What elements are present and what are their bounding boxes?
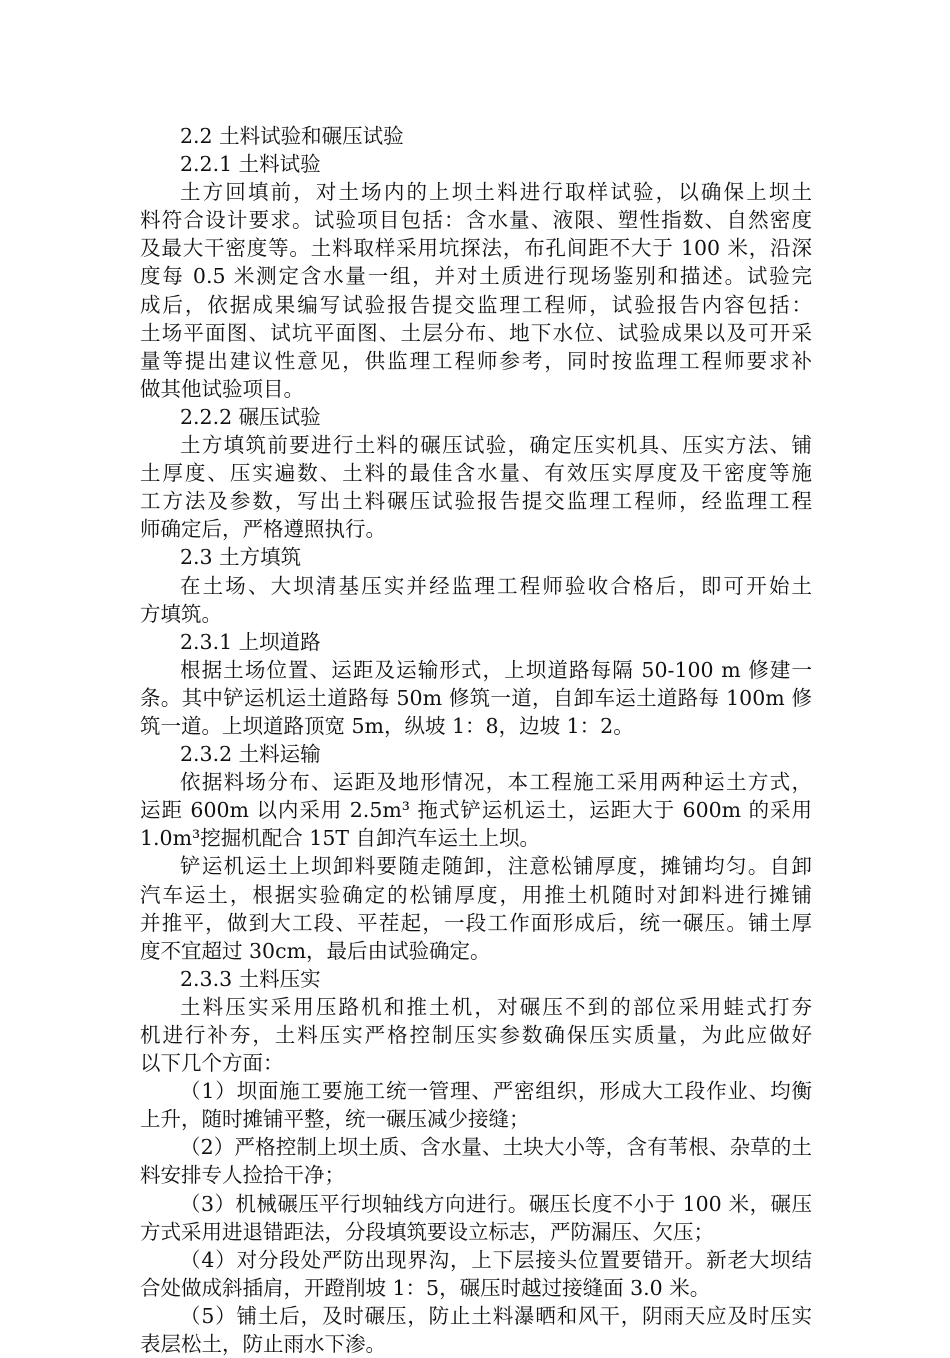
text-line: 2.3 土方填筑 bbox=[180, 545, 302, 570]
text-line: 土厚度、压实遍数、土料的最佳含水量、有效压实厚度及干密度等施 bbox=[140, 461, 812, 486]
document-page bbox=[140, 122, 812, 1358]
text-line: 筑一道。上坝道路顶宽 5m，纵坡 1：8，边坡 1：2。 bbox=[140, 713, 634, 738]
text-line: 方填筑。 bbox=[140, 601, 222, 626]
text-line: 料安排专人捡拾干净； bbox=[140, 1163, 345, 1188]
text-line: 及最大干密度等。土料取样采用坑探法，布孔间距不大于 100 米，沿深 bbox=[140, 236, 812, 261]
text-line: 合处做成斜插肩，开蹬削坡 1：5，碾压时越过接缝面 3.0 米。 bbox=[140, 1275, 711, 1300]
text-line: 方式采用进退错距法，分段填筑要设立标志，严防漏压、欠压； bbox=[140, 1219, 714, 1244]
text-line: 以下几个方面： bbox=[140, 1051, 284, 1076]
text-line: 2.3.1 上坝道路 bbox=[180, 629, 321, 654]
text-line: 度不宜超过 30cm，最后由试验确定。 bbox=[140, 938, 491, 963]
text-line: 铲运机运土上坝卸料要随走随卸，注意松铺厚度，摊铺均匀。自卸 bbox=[180, 854, 812, 879]
text-line: 土方回填前，对土场内的上坝土料进行取样试验，以确保上坝土 bbox=[180, 180, 812, 205]
text-line: 条。其中铲运机运土道路每 50m 修筑一道，自卸车运土道路每 100m 修 bbox=[140, 685, 812, 710]
text-line: 土场平面图、试坑平面图、土层分布、地下水位、试验成果以及可开采 bbox=[140, 320, 812, 345]
text-line: 师确定后，严格遵照执行。 bbox=[140, 517, 386, 542]
text-line: 2.2.2 碾压试验 bbox=[180, 404, 321, 429]
text-line: （3）机械碾压平行坝轴线方向进行。碾压长度不小于 100 米，碾压 bbox=[180, 1191, 812, 1216]
text-line: 并推平，做到大工段、平茬起，一段工作面形成后，统一碾压。铺土厚 bbox=[140, 910, 812, 935]
text-line: 量等提出建议性意见，供监理工程师参考，同时按监理工程师要求补 bbox=[140, 348, 812, 373]
text-line: （4）对分段处严防出现界沟，上下层接头位置要错开。新老大坝结 bbox=[180, 1247, 812, 1272]
text-line: 土料压实采用压路机和推土机，对碾压不到的部位采用蛙式打夯 bbox=[180, 994, 812, 1019]
text-line: 上升，随时摊铺平整，统一碾压减少接缝； bbox=[140, 1107, 530, 1132]
text-line: 2.2 土料试验和碾压试验 bbox=[180, 124, 404, 148]
text-line: 表层松土，防止雨水下渗。 bbox=[140, 1332, 386, 1357]
text-line: 2.3.3 土料压实 bbox=[180, 966, 321, 991]
text-line: （5）铺土后，及时碾压，防止土料瀑晒和风干，阴雨天应及时压实 bbox=[180, 1303, 812, 1328]
text-line: 土方填筑前要进行土料的碾压试验，确定压实机具、压实方法、铺 bbox=[180, 433, 812, 458]
text-line: （2）严格控制上坝土质、含水量、土块大小等，含有苇根、杂草的土 bbox=[180, 1135, 812, 1160]
text-line: 成后，依据成果编写试验报告提交监理工程师，试验报告内容包括： bbox=[140, 292, 812, 317]
text-line: 运距 600m 以内采用 2.5m³ 拖式铲运机运土，运距大于 600m 的采用 bbox=[140, 798, 812, 823]
text-line: 度每 0.5 米测定含水量一组，并对土质进行现场鉴别和描述。试验完 bbox=[140, 264, 812, 289]
text-line: 做其他试验项目。 bbox=[140, 376, 304, 401]
text-line: 依据料场分布、运距及地形情况，本工程施工采用两种运土方式， bbox=[180, 770, 812, 795]
text-line: 2.2.1 土料试验 bbox=[180, 152, 321, 177]
text-line: 1.0m³挖掘机配合 15T 自卸汽车运土上坝。 bbox=[140, 826, 541, 851]
text-line: 根据土场位置、运距及运输形式，上坝道路每隔 50-100 m 修建一 bbox=[180, 657, 812, 682]
text-line: 在土场、大坝清基压实并经监理工程师验收合格后，即可开始土 bbox=[180, 573, 812, 598]
text-line: （1）坝面施工要施工统一管理、严密组织，形成大工段作业、均衡 bbox=[180, 1079, 812, 1104]
text-line: 工方法及参数，写出土料碾压试验报告提交监理工程师，经监理工程 bbox=[140, 489, 812, 514]
text-line: 料符合设计要求。试验项目包括：含水量、液限、塑性指数、自然密度 bbox=[140, 208, 812, 233]
text-line: 机进行补夯，土料压实严格控制压实参数确保压实质量，为此应做好 bbox=[140, 1023, 812, 1047]
text-line: 汽车运土，根据实验确定的松铺厚度，用推土机随时对卸料进行摊铺 bbox=[140, 882, 812, 907]
text-line: 2.3.2 土料运输 bbox=[180, 742, 321, 767]
